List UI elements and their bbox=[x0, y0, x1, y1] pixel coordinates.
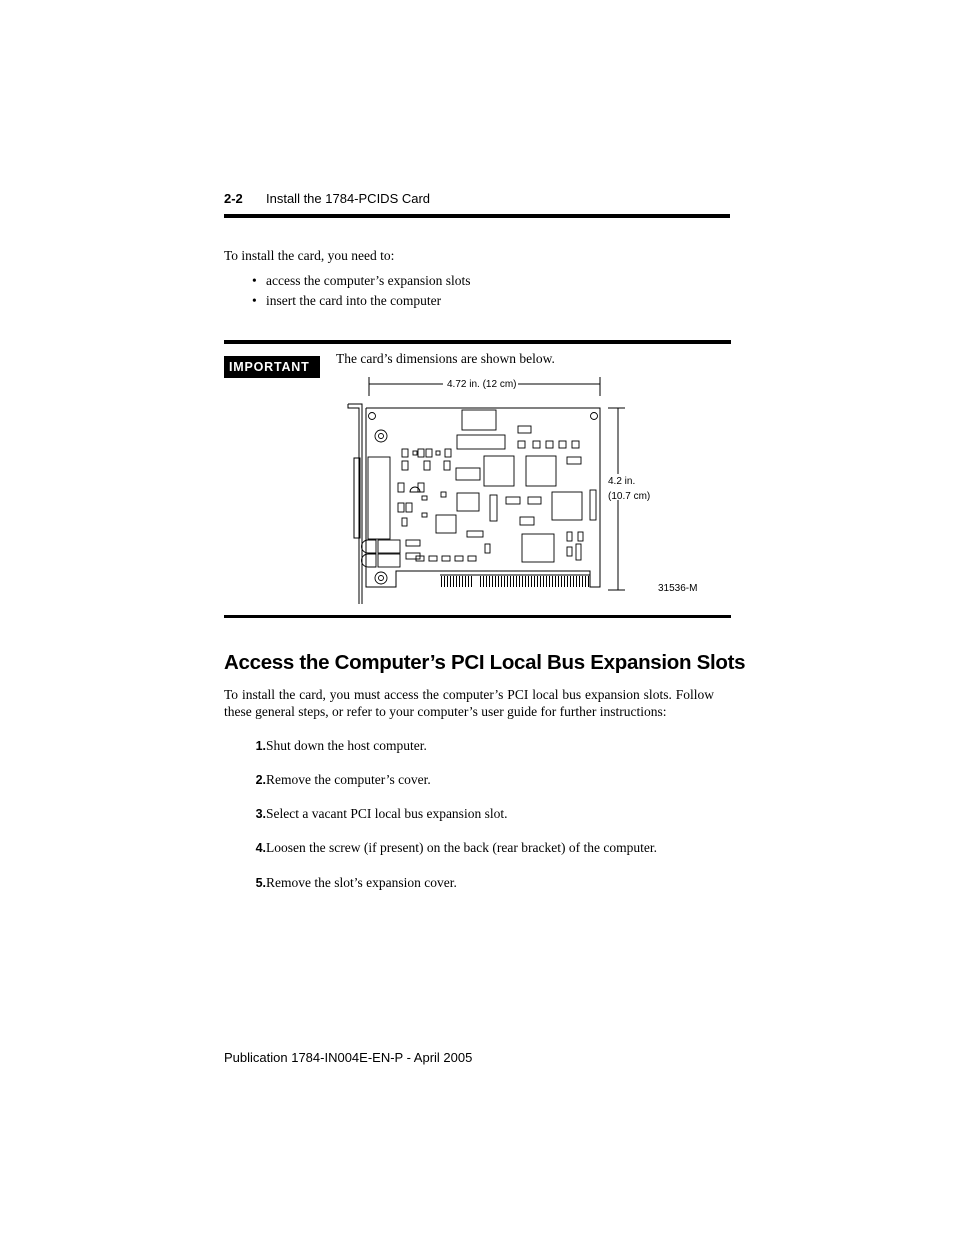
connector-tooth bbox=[573, 576, 574, 587]
connector-tooth bbox=[516, 576, 517, 587]
connector-tooth bbox=[444, 576, 445, 587]
connector-tooth bbox=[534, 576, 535, 587]
connector-tooth bbox=[480, 576, 481, 587]
list-item: • insert the card into the computer bbox=[252, 292, 470, 312]
connector-tooth bbox=[489, 576, 490, 587]
connector-tooth bbox=[576, 576, 577, 587]
step-number: 5. bbox=[255, 876, 266, 890]
connector-tooth bbox=[504, 576, 505, 587]
step-text: Loosen the screw (if present) on the back (rear bracket) of the computer. bbox=[266, 840, 657, 855]
step-text: Remove the computer’s cover. bbox=[266, 772, 431, 787]
connector-tooth bbox=[558, 576, 559, 587]
connector-tooth bbox=[570, 576, 571, 587]
connector-tooth bbox=[450, 576, 451, 587]
list-item bbox=[224, 840, 657, 856]
connector-tooth bbox=[540, 576, 541, 587]
intro-bullet-list bbox=[252, 272, 470, 312]
connector-tooth bbox=[522, 576, 523, 587]
figure-id: 31536-M bbox=[658, 583, 698, 594]
connector-tooth bbox=[501, 576, 502, 587]
connector-tooth bbox=[561, 576, 562, 587]
important-badge: IMPORTANT bbox=[224, 356, 320, 378]
connector-tooth bbox=[492, 576, 493, 587]
step-number: 2. bbox=[255, 773, 266, 787]
step-number: 1. bbox=[255, 739, 266, 753]
figure-height-label-line1: 4.2 in. bbox=[608, 476, 636, 487]
connector-tooth bbox=[555, 576, 556, 587]
connector-tooth bbox=[465, 576, 466, 587]
section-paragraph: To install the card, you must access the computer’s PCI local bus expansion slots. Follow these general steps, or refer to your computer’s user guide for further instructions: bbox=[224, 687, 714, 719]
connector-tooth bbox=[579, 576, 580, 587]
connector-tooth bbox=[543, 576, 544, 587]
list-item: • access the computer’s expansion slots bbox=[252, 272, 470, 292]
chapter-title: Install the 1784-PCIDS Card bbox=[266, 191, 431, 206]
connector-tooth bbox=[462, 576, 463, 587]
step-number: 3. bbox=[255, 807, 266, 821]
connector-tooth bbox=[471, 576, 472, 587]
step-text: Remove the slot’s expansion cover. bbox=[266, 875, 457, 890]
connector-tooth bbox=[567, 576, 568, 587]
connector-tooth bbox=[525, 576, 526, 587]
connector-tooth bbox=[459, 576, 460, 587]
connector-tooth bbox=[552, 576, 553, 587]
list-item bbox=[224, 772, 431, 788]
card-dimensions-figure bbox=[340, 372, 720, 612]
connector-tooth bbox=[564, 576, 565, 587]
connector-tooth bbox=[453, 576, 454, 587]
important-rule-top bbox=[224, 340, 731, 344]
list-item bbox=[224, 875, 457, 891]
step-text: Shut down the host computer. bbox=[266, 738, 427, 753]
list-item bbox=[224, 738, 427, 754]
connector-tooth bbox=[507, 576, 508, 587]
connector-tooth bbox=[456, 576, 457, 587]
connector-tooth bbox=[519, 576, 520, 587]
connector-tooth bbox=[510, 576, 511, 587]
figure-height-label-line2: (10.7 cm) bbox=[608, 491, 651, 502]
connector-tooth bbox=[441, 576, 442, 587]
publication-footer: Publication 1784-IN004E-EN-P - April 2005 bbox=[224, 1050, 473, 1065]
connector-tooth bbox=[486, 576, 487, 587]
intro-lead: To install the card, you need to: bbox=[224, 248, 395, 263]
important-rule-bottom bbox=[224, 615, 731, 618]
connector-tooth bbox=[447, 576, 448, 587]
connector-tooth bbox=[585, 576, 586, 587]
connector-tooth bbox=[498, 576, 499, 587]
connector-tooth bbox=[495, 576, 496, 587]
important-text: The card’s dimensions are shown below. bbox=[336, 351, 555, 366]
connector-tooth bbox=[537, 576, 538, 587]
header-rule bbox=[224, 214, 730, 218]
connector-tooth bbox=[483, 576, 484, 587]
section-heading: Access the Computer’s PCI Local Bus Expansion Slots bbox=[224, 651, 746, 674]
figure-width-label: 4.72 in. (12 cm) bbox=[447, 379, 517, 390]
connector-tooth bbox=[528, 576, 529, 587]
connector-tooth bbox=[513, 576, 514, 587]
list-item bbox=[224, 806, 508, 822]
connector-tooth bbox=[531, 576, 532, 587]
step-text: Select a vacant PCI local bus expansion slot. bbox=[266, 806, 508, 821]
step-number: 4. bbox=[255, 841, 266, 855]
connector-tooth bbox=[582, 576, 583, 587]
connector-tooth bbox=[549, 576, 550, 587]
connector-tooth bbox=[468, 576, 469, 587]
connector-tooth bbox=[588, 576, 589, 587]
connector-tooth bbox=[546, 576, 547, 587]
page-number: 2-2 bbox=[224, 191, 243, 206]
